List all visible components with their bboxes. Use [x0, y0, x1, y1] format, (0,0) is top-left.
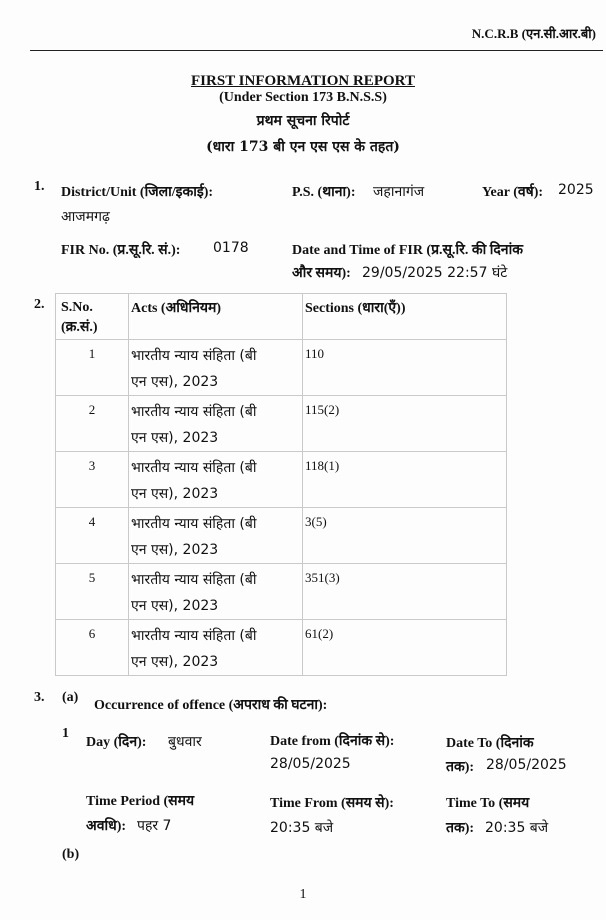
table-row: [56, 620, 507, 676]
section-value: 351(3): [305, 570, 340, 585]
acts-header-label: Acts (अधिनियम): [131, 301, 222, 316]
act-cell: [129, 620, 303, 676]
date-to-label-2: तक):: [446, 760, 475, 775]
section-value: 110: [305, 346, 325, 361]
report-subtitle: (Under Section 173 B.N.S.S): [219, 90, 387, 105]
act-line-2: एन एस), 2023: [131, 374, 219, 390]
sno-header: [56, 294, 129, 340]
time-period-label-2: अवधि):: [86, 819, 127, 834]
table-row: [56, 396, 507, 452]
act-line-2: एन एस), 2023: [131, 486, 219, 502]
act-line-2: एन एस), 2023: [131, 598, 219, 614]
act-line-1: भारतीय न्याय संहिता (बी: [131, 348, 257, 364]
sno-value: 1: [88, 346, 96, 361]
sno-value: 2: [88, 402, 96, 417]
ncrb-header: N.C.R.B (एन.सी.आर.बी): [471, 26, 596, 41]
sno-cell: [56, 396, 129, 452]
section-cell: [303, 564, 507, 620]
day-value: बुधवार: [168, 734, 202, 750]
section-cell: [303, 340, 507, 396]
page-number: 1: [299, 887, 307, 902]
sno-cell: [56, 620, 129, 676]
section-2-number: 2.: [34, 297, 45, 312]
section-value: 118(1): [305, 458, 340, 473]
sno-value: 4: [88, 514, 96, 529]
occurrence-item-number: 1: [62, 726, 69, 741]
acts-table: [55, 293, 507, 676]
act-line-1: भारतीय न्याय संहिता (बी: [131, 572, 257, 588]
time-to-label: Time To (समय: [446, 796, 530, 811]
subsection-b: (b): [62, 847, 80, 862]
section-cell: [303, 396, 507, 452]
time-period-label: Time Period (समय: [86, 794, 195, 809]
report-title-hindi: प्रथम सूचना रिपोर्ट: [256, 113, 350, 129]
act-line-1: भारतीय न्याय संहिता (बी: [131, 460, 257, 476]
section-cell: [303, 452, 507, 508]
table-row: [56, 340, 507, 396]
act-line-1: भारतीय न्याय संहिता (बी: [131, 516, 257, 532]
district-value: आजमगढ़: [61, 209, 110, 225]
sno-cell: [56, 340, 129, 396]
act-line-2: एन एस), 2023: [131, 542, 219, 558]
year-value: 2025: [558, 182, 594, 198]
act-line-2: एन एस), 2023: [131, 654, 219, 670]
sno-cell: [56, 452, 129, 508]
act-line-1: भारतीय न्याय संहिता (बी: [131, 628, 257, 644]
fir-no-value: 0178: [213, 240, 249, 256]
section-cell: [303, 620, 507, 676]
act-cell: [129, 452, 303, 508]
act-line-1: भारतीय न्याय संहिता (बी: [131, 404, 257, 420]
table-header-row: [56, 294, 507, 340]
sno-header-label-hindi: (क्र.सं.): [61, 320, 98, 335]
sno-header-label: S.No.: [61, 300, 93, 315]
table-row: [56, 452, 507, 508]
section-1-number: 1.: [34, 179, 45, 194]
year-label: Year (वर्ष):: [482, 185, 544, 200]
occurrence-label: Occurrence of offence (अपराध की घटना):: [94, 698, 328, 713]
section-3-number: 3.: [34, 690, 45, 705]
fir-datetime-label: Date and Time of FIR (प्र.सू.रि. की दिनांक: [292, 243, 523, 258]
section-value: 115(2): [305, 402, 340, 417]
time-to-value: 20:35 बजे: [485, 820, 549, 836]
ps-label: P.S. (थाना):: [292, 185, 356, 200]
section-cell: [303, 508, 507, 564]
act-cell: [129, 340, 303, 396]
fir-no-label: FIR No. (प्र.सू.रि. सं.):: [61, 243, 181, 258]
act-cell: [129, 396, 303, 452]
sno-value: 6: [88, 626, 96, 641]
fir-datetime-label-2: और समय):: [292, 266, 351, 281]
report-title: FIRST INFORMATION REPORT: [191, 73, 415, 89]
day-label: Day (दिन):: [86, 735, 147, 750]
date-from-value: 28/05/2025: [270, 756, 351, 772]
table-row: [56, 564, 507, 620]
ps-value: जहानागंज: [373, 184, 425, 200]
fir-datetime-value: 29/05/2025 22:57 घंटे: [362, 265, 508, 281]
sections-header: [303, 294, 507, 340]
date-to-label: Date To (दिनांक: [446, 736, 534, 751]
sno-cell: [56, 508, 129, 564]
district-label: District/Unit (जिला/इकाई):: [61, 185, 214, 200]
report-subtitle-hindi: (धारा 173 बी एन एस एस के तहत): [206, 139, 400, 155]
table-row: [56, 508, 507, 564]
act-line-2: एन एस), 2023: [131, 430, 219, 446]
acts-header: [129, 294, 303, 340]
date-from-label: Date from (दिनांक से):: [270, 734, 395, 749]
section-value: 61(2): [305, 626, 334, 641]
time-from-label: Time From (समय से):: [270, 796, 394, 811]
header-rule: [30, 50, 603, 51]
section-value: 3(5): [305, 514, 327, 529]
sections-header-label: Sections (धारा(एँ)): [305, 301, 406, 316]
act-cell: [129, 508, 303, 564]
time-period-value: पहर 7: [137, 818, 172, 834]
subsection-a: (a): [62, 690, 79, 705]
time-to-label-2: तक):: [446, 821, 475, 836]
act-cell: [129, 564, 303, 620]
time-from-value: 20:35 बजे: [270, 820, 334, 836]
sno-cell: [56, 564, 129, 620]
sno-value: 3: [88, 458, 96, 473]
sno-value: 5: [88, 570, 96, 585]
date-to-value: 28/05/2025: [486, 757, 567, 773]
